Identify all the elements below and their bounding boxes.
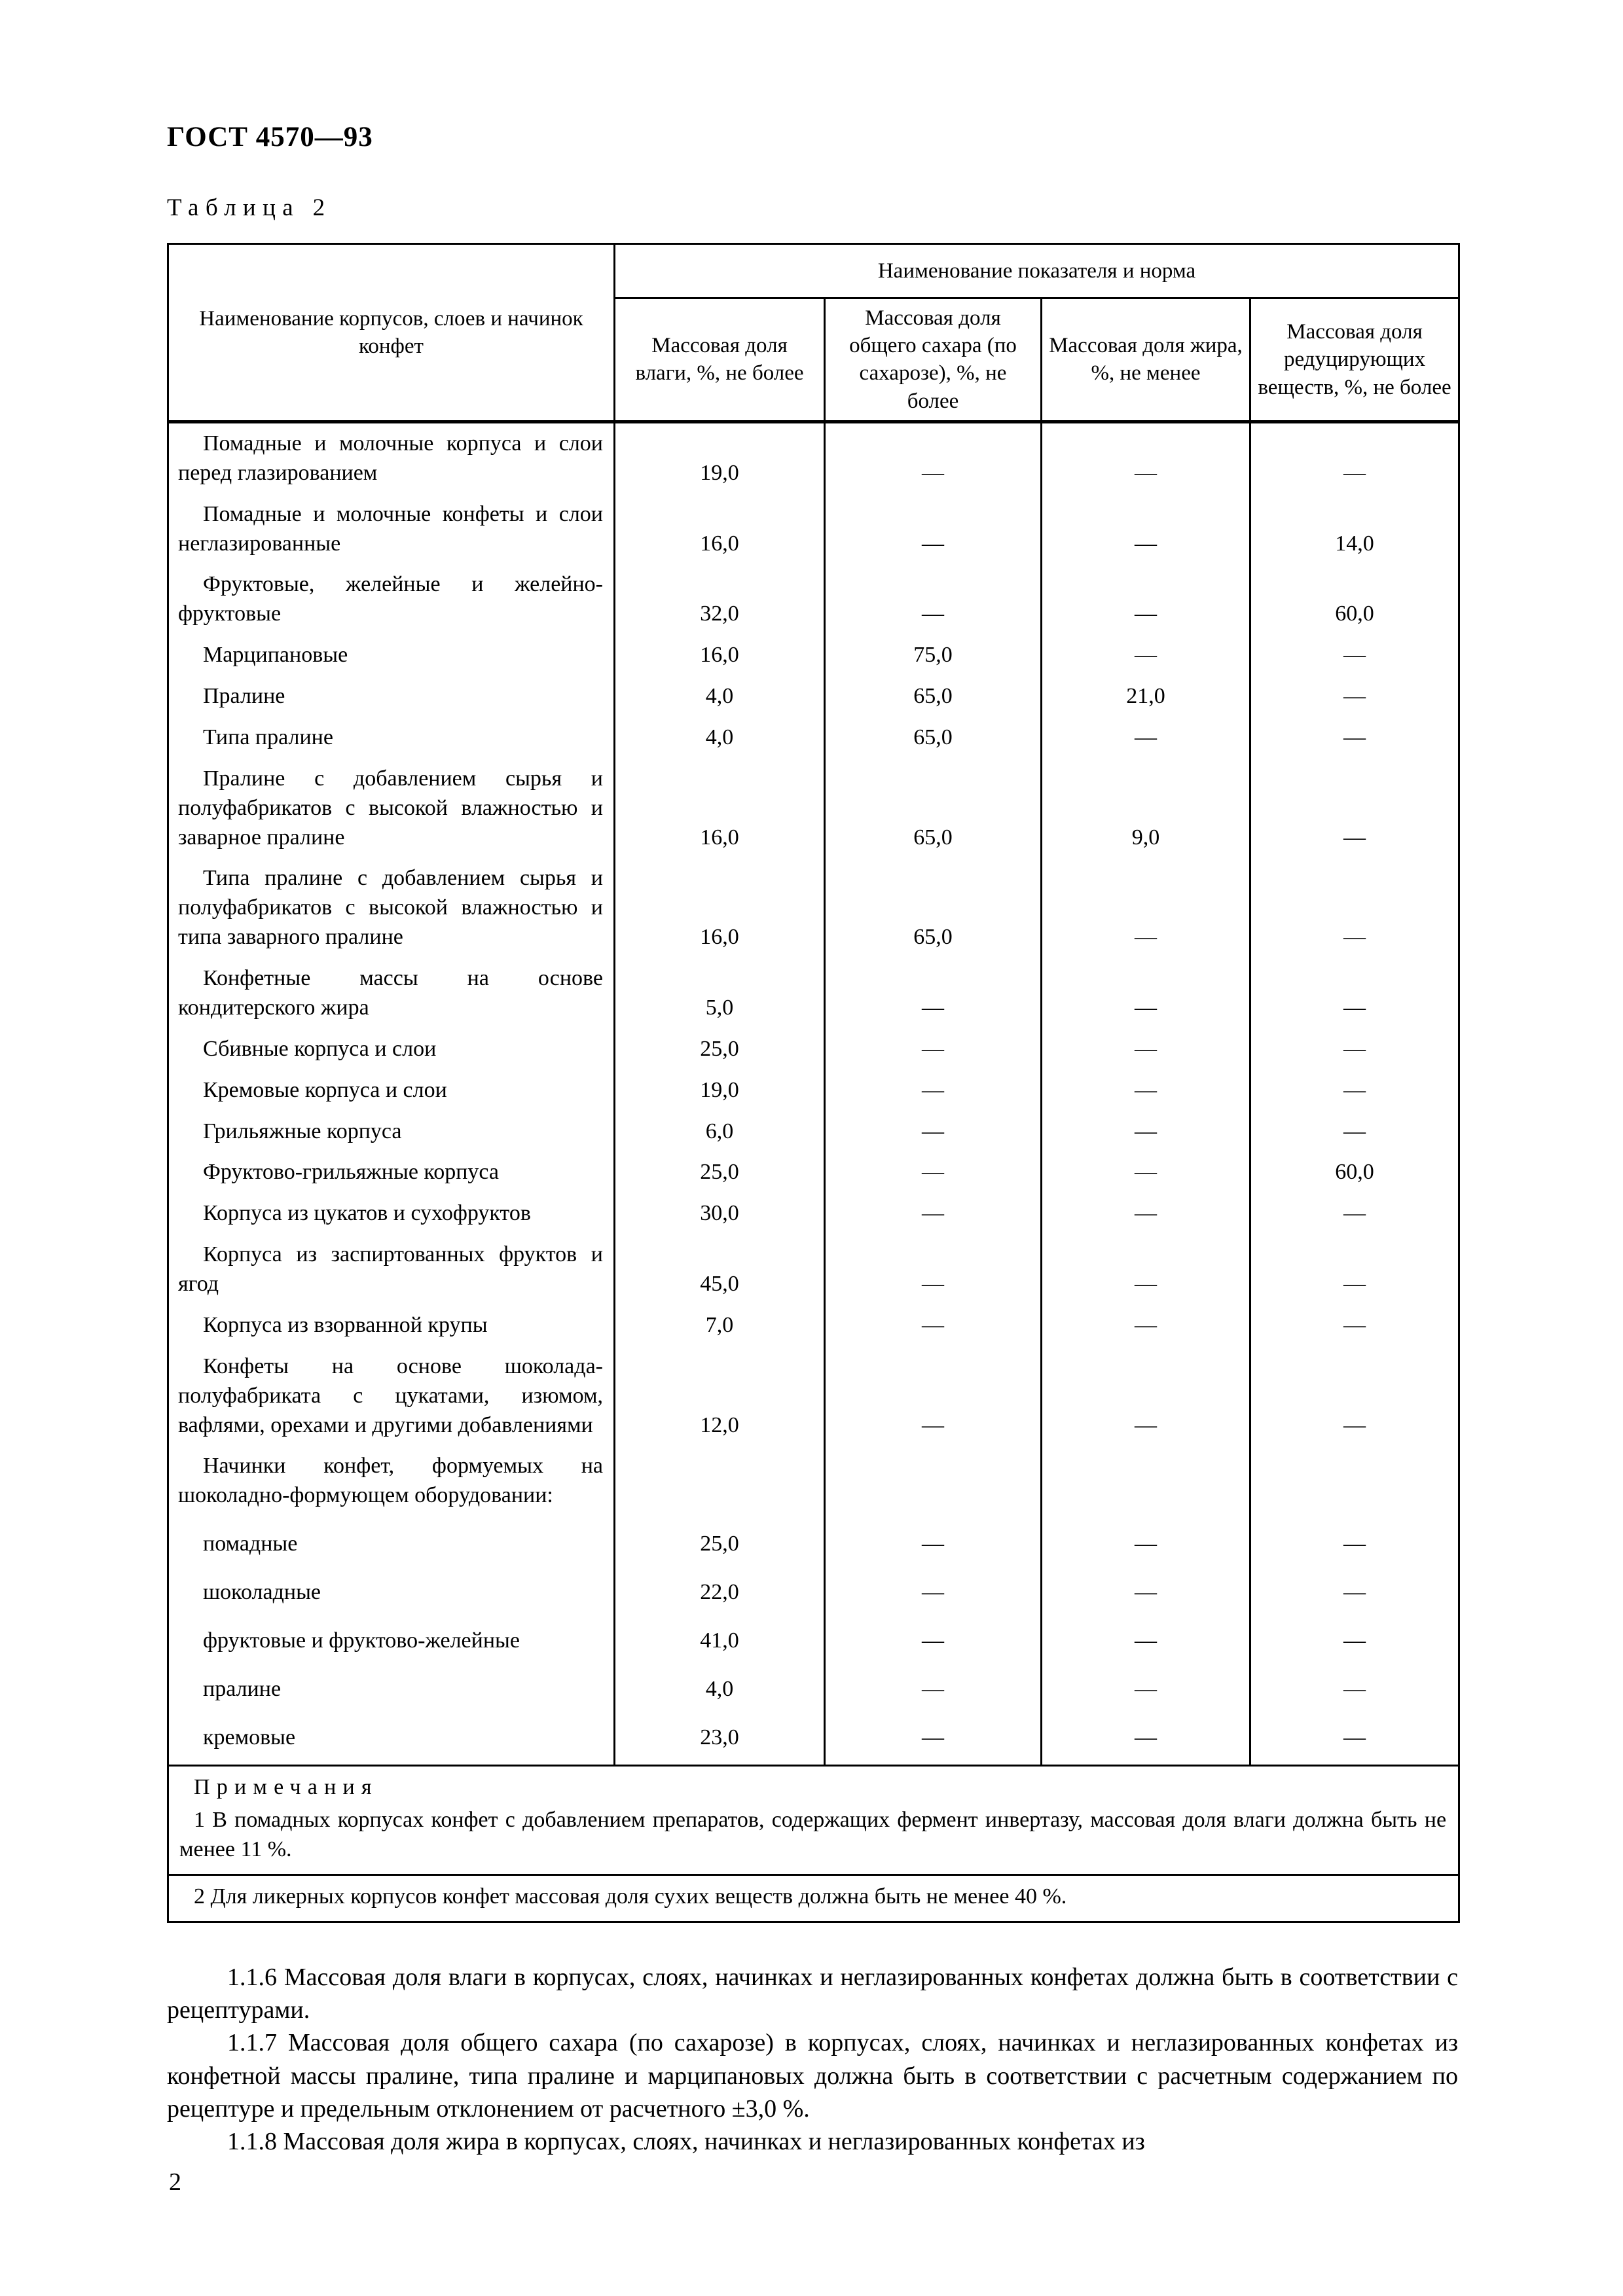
row-name-cell: Пралине [203,684,285,709]
row-value-cell: 23,0 [615,1710,825,1765]
standards-table [167,243,1460,1923]
table-row [168,1662,1459,1710]
column-header-moisture: Массовая доля влаги, %, не более [615,298,825,422]
table-body [168,422,1459,1765]
row-value-cell: 65,0 [825,676,1042,717]
row-name-cell: Помадные и молочные корпуса и слои перед глазированием [178,431,603,485]
row-name-cell: Корпуса из заспиртованных фруктов и ягод [178,1242,603,1297]
row-value-cell: — [1042,1662,1250,1710]
row-value-cell: 16,0 [615,858,825,958]
row-value-cell: — [1042,1613,1250,1662]
row-value-cell: — [1042,717,1250,759]
row-value-cell: — [1250,1710,1459,1765]
row-value-cell: — [1250,1111,1459,1153]
row-value-cell: — [825,494,1042,565]
row-value-cell: 25,0 [615,1152,825,1193]
row-name-cell: Помадные и молочные конфеты и слои неглазированные [178,501,603,556]
row-value-cell: — [1250,1346,1459,1446]
row-value-cell: 22,0 [615,1565,825,1613]
row-value-cell: — [825,1516,1042,1565]
table-row [168,759,1459,859]
row-value-cell: 16,0 [615,759,825,859]
row-value-cell: 19,0 [615,422,825,493]
row-value-cell: 4,0 [615,1662,825,1710]
paragraph-1-1-7: 1.1.7 Массовая доля общего сахара (по сахарозе) в корпусах, слоях, начинках и неглазированных конфетах из конфетной массы пралине, типа пралине и марципановых должна быть в соответствии с расчетным содержанием по рецептуре и предельным отклонением от расчетного ±3,0 %. [167,2029,1458,2123]
row-value-cell: 65,0 [825,717,1042,759]
table-row [168,1710,1459,1765]
notes-title: Примечания [194,1774,378,1799]
table-row [168,1193,1459,1234]
row-value-cell: — [1250,759,1459,859]
body-paragraphs [167,1961,1458,2158]
row-value-cell: — [1250,858,1459,958]
row-name-cell: Типа пралине с добавлением сырья и полуфабрикатов с высокой влажностью и типа заварного пралине [178,866,603,950]
group-header-row [168,244,1459,298]
row-value-cell: — [1250,1565,1459,1613]
row-value-cell [615,1446,825,1516]
row-value-cell: — [1250,1070,1459,1111]
table-row [168,717,1459,759]
table-notes [168,1765,1459,1922]
table-row [168,1346,1459,1446]
table-row [168,1029,1459,1070]
row-value-cell: — [1250,958,1459,1029]
row-value-cell: 16,0 [615,635,825,676]
row-value-cell: — [825,422,1042,493]
notes-row [168,1875,1459,1922]
row-value-cell: — [1250,1029,1459,1070]
table-row [168,1152,1459,1193]
row-value-cell: — [1042,1234,1250,1305]
row-name-cell: Марципановые [203,643,348,668]
row-name-cell: шоколадные [203,1580,321,1605]
row-value-cell: 41,0 [615,1613,825,1662]
paragraph-1-1-6: 1.1.6 Массовая доля влаги в корпусах, слоях, начинках и неглазированных конфетах должна быть в соответствии с рецептурами. [167,1964,1458,2024]
row-value-cell: 25,0 [615,1029,825,1070]
row-value-cell: — [825,1662,1042,1710]
row-name-cell: помадные [203,1532,298,1556]
row-value-cell: 6,0 [615,1111,825,1153]
row-value-cell: — [1250,1662,1459,1710]
row-value-cell: — [1042,1346,1250,1446]
row-value-cell: 65,0 [825,858,1042,958]
row-name-cell: Кремовые корпуса и слои [203,1077,447,1102]
row-name-cell: Корпуса из цукатов и сухофруктов [203,1201,531,1226]
page-number: 2 [169,2168,181,2196]
row-value-cell: — [1042,1029,1250,1070]
row-value-cell: — [1042,1565,1250,1613]
row-value-cell: — [1042,1305,1250,1346]
row-value-cell: 5,0 [615,958,825,1029]
table-row [168,1234,1459,1305]
row-value-cell: 60,0 [1250,1152,1459,1193]
row-value-cell: 12,0 [615,1346,825,1446]
row-value-cell: — [825,958,1042,1029]
table-row [168,1516,1459,1565]
row-value-cell: — [1042,635,1250,676]
table-row [168,958,1459,1029]
row-value-cell: — [1042,564,1250,635]
table-row [168,1565,1459,1613]
row-value-cell: — [1042,958,1250,1029]
row-value-cell: 30,0 [615,1193,825,1234]
row-value-cell: — [825,1346,1042,1446]
row-value-cell: 25,0 [615,1516,825,1565]
row-value-cell: 60,0 [1250,564,1459,635]
group-column-header: Наименование показателя и норма [615,244,1459,298]
table-row [168,676,1459,717]
row-value-cell: — [825,1111,1042,1153]
table-row [168,1070,1459,1111]
table-row [168,494,1459,565]
row-value-cell: 14,0 [1250,494,1459,565]
table-row [168,635,1459,676]
row-value-cell [1042,1446,1250,1516]
row-value-cell [825,1446,1042,1516]
table-row [168,422,1459,493]
row-name-cell: Фруктовые, желейные и желейно-фруктовые [178,572,603,626]
row-value-cell: — [825,1193,1042,1234]
row-value-cell: — [825,1613,1042,1662]
row-value-cell: — [1250,1516,1459,1565]
row-value-cell: 45,0 [615,1234,825,1305]
row-value-cell: — [1042,422,1250,493]
table-row [168,1305,1459,1346]
table-header [168,244,1459,422]
row-value-cell: — [1042,1111,1250,1153]
row-value-cell: — [825,564,1042,635]
row-value-cell: 16,0 [615,494,825,565]
column-header-fat: Массовая доля жира, %, не менее [1042,298,1250,422]
table-row [168,858,1459,958]
row-name-cell: фруктовые и фруктово-желейные [203,1628,520,1653]
row-name-cell: Грильяжные корпуса [203,1119,402,1143]
row-name-cell: Конфетные массы на основе кондитерского жира [178,966,603,1020]
row-value-cell: — [1250,1234,1459,1305]
row-value-cell: 21,0 [1042,676,1250,717]
row-value-cell: — [1250,1193,1459,1234]
row-value-cell: — [1042,1193,1250,1234]
row-value-cell: — [1250,635,1459,676]
notes-row [168,1765,1459,1875]
row-value-cell: 4,0 [615,676,825,717]
row-value-cell: — [825,1070,1042,1111]
paragraph-1-1-8: 1.1.8 Массовая доля жира в корпусах, слоях, начинках и неглазированных конфетах из [227,2127,1145,2155]
row-name-cell: Начинки конфет, формуемых на шоколадно-формующем оборудовании: [178,1454,603,1508]
row-value-cell: 75,0 [825,635,1042,676]
table-row [168,1446,1459,1516]
row-name-cell: пралине [203,1676,282,1701]
table-row [168,564,1459,635]
row-name-cell: Фруктово-грильяжные корпуса [203,1160,499,1185]
row-value-cell: — [825,1152,1042,1193]
row-value-cell: — [1250,1613,1459,1662]
table-label: Таблица 2 [167,194,332,221]
row-value-cell: — [1250,676,1459,717]
column-header-sugar: Массовая доля общего сахара (по сахарозе), %, не более [825,298,1042,422]
row-name-cell: кремовые [203,1725,296,1749]
row-value-cell: — [1250,422,1459,493]
note-item-1: 1 В помадных корпусах конфет с добавлением препаратов, содержащих фермент инвертазу, массовая доля влаги должна быть не менее 11 %. [179,1808,1447,1862]
row-value-cell: — [1250,717,1459,759]
name-column-header: Наименование корпусов, слоев и начинок конфет [168,244,615,422]
row-value-cell: — [825,1234,1042,1305]
row-name-cell: Конфеты на основе шоколада-полуфабриката с цукатами, изюмом, вафлями, орехами и другими добавлениями [178,1354,603,1437]
row-value-cell: — [1042,1070,1250,1111]
row-value-cell: 19,0 [615,1070,825,1111]
row-value-cell: — [1042,494,1250,565]
row-value-cell: 9,0 [1042,759,1250,859]
row-value-cell: — [825,1305,1042,1346]
row-value-cell: — [1042,1710,1250,1765]
table-row [168,1111,1459,1153]
row-value-cell: — [825,1710,1042,1765]
column-header-reducing: Массовая доля редуцирующих веществ, %, не более [1250,298,1459,422]
row-value-cell: — [1042,1152,1250,1193]
row-value-cell: — [1042,1516,1250,1565]
row-value-cell: 4,0 [615,717,825,759]
row-name-cell: Сбивные корпуса и слои [203,1036,437,1061]
note-item-2: 2 Для ликерных корпусов конфет массовая доля сухих веществ должна быть не менее 40 %. [194,1884,1067,1909]
row-name-cell: Типа пралине [203,725,333,749]
row-value-cell: 65,0 [825,759,1042,859]
row-value-cell: 32,0 [615,564,825,635]
row-name-cell: Корпуса из взорванной крупы [203,1312,488,1337]
doc-number: ГОСТ 4570—93 [167,122,373,152]
table-row [168,1613,1459,1662]
row-name-cell: Пралине с добавлением сырья и полуфабрикатов с высокой влажностью и заварное пралине [178,766,603,850]
row-value-cell: — [825,1565,1042,1613]
row-value-cell: 7,0 [615,1305,825,1346]
row-value-cell: — [825,1029,1042,1070]
row-value-cell [1250,1446,1459,1516]
row-value-cell: — [1250,1305,1459,1346]
row-value-cell: — [1042,858,1250,958]
